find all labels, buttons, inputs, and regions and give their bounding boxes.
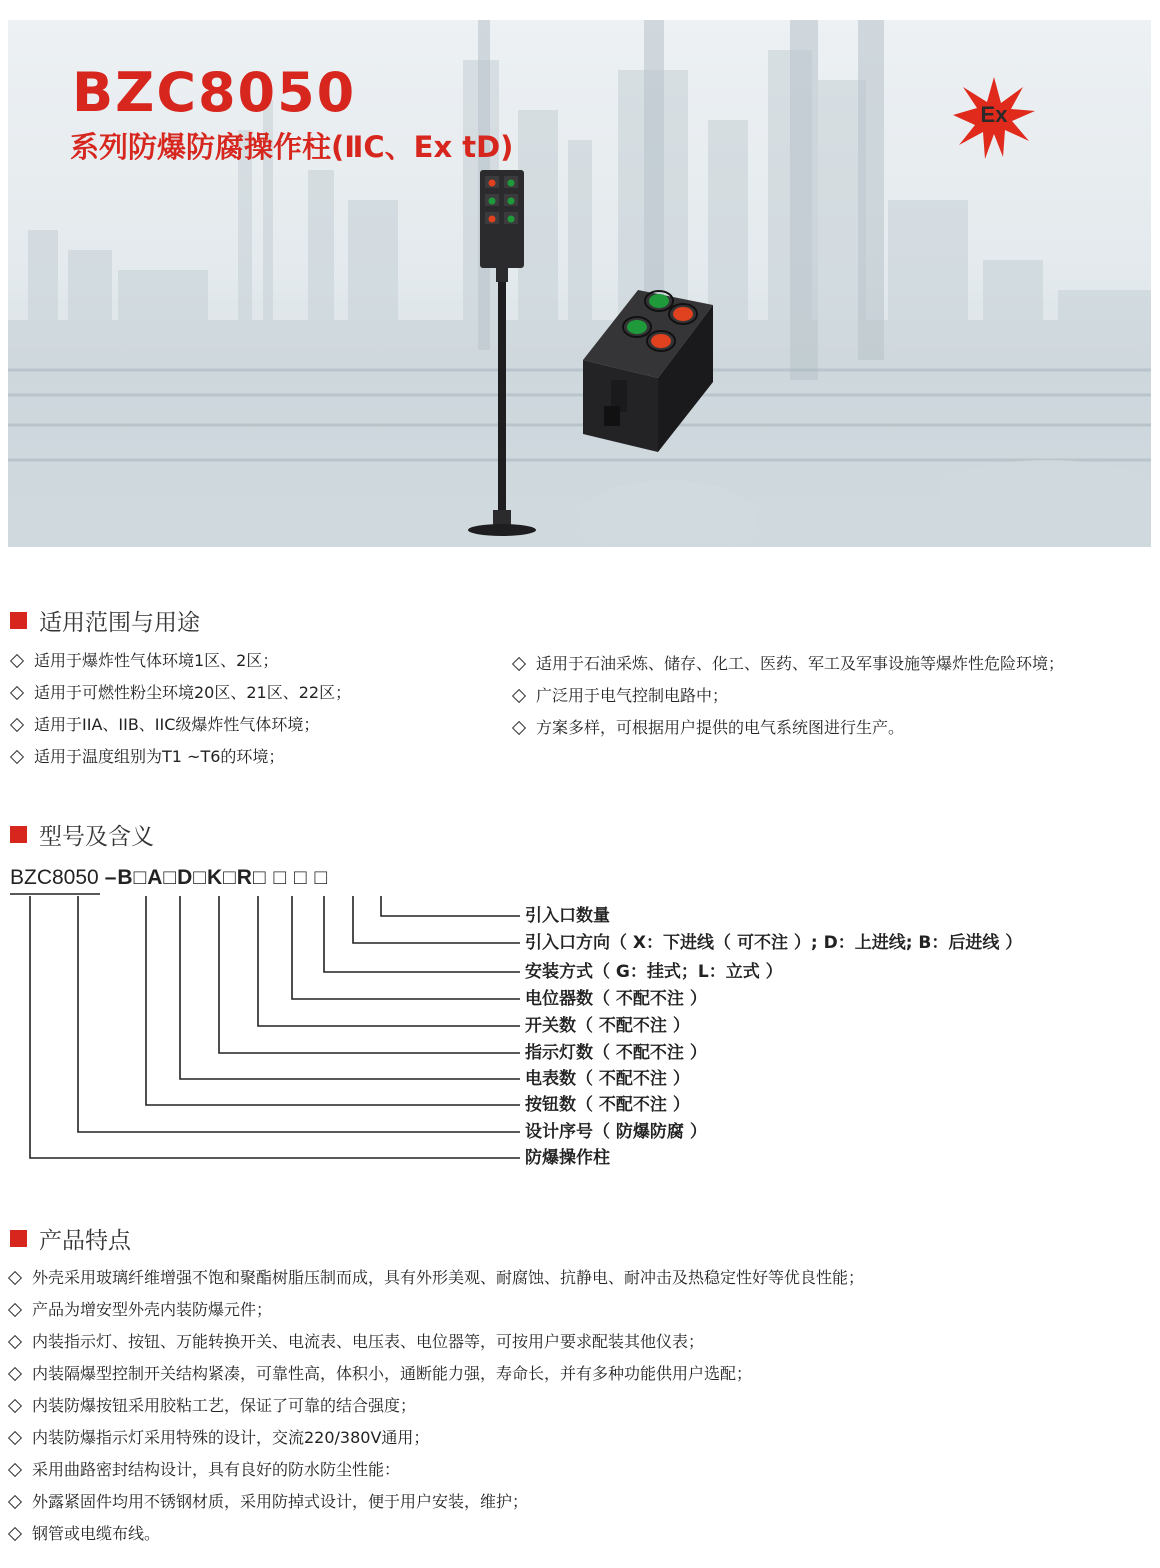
list-item: 适用于爆炸性气体环境1区、2区； (8, 645, 351, 677)
section-scope-header (10, 604, 200, 637)
section-scope-title: 适用范围与用途 (39, 610, 200, 636)
model-label-indicators: 指示灯数（ 不配不注 ） (525, 1043, 707, 1063)
list-item: 方案多样，可根据用户提供的电气系统图进行生产。 (510, 712, 1064, 744)
diamond-bullet-icon (10, 718, 24, 732)
diamond-bullet-icon (512, 689, 526, 703)
list-item: 外露紧固件均用不锈钢材质，采用防掉式设计，便于用户安装，维护； (6, 1486, 864, 1518)
model-code (10, 862, 328, 890)
list-item: 内装防爆按钮采用胶粘工艺，保证了可靠的结合强度； (6, 1390, 864, 1422)
diamond-bullet-icon (10, 750, 24, 764)
ex-certification-badge (951, 75, 1037, 161)
hero-banner (8, 20, 1151, 547)
list-item: 适用于温度组别为T1 ~T6的环境； (8, 741, 351, 773)
model-label-station: 防爆操作柱 (525, 1148, 610, 1168)
list-item: 适用于石油采炼、储存、化工、医药、军工及军事设施等爆炸性危险环境； (510, 648, 1064, 680)
model-label-inlet-direction: 引入口方向（ X：下进线（ 可不注 ）; D：上进线; B：后进线 ） (525, 933, 1023, 953)
model-code-base: BZC8050 (10, 866, 99, 889)
section-features-header (10, 1222, 131, 1255)
model-label-design-no: 设计序号（ 防爆防腐 ） (525, 1122, 707, 1142)
diamond-bullet-icon (8, 1367, 22, 1381)
model-code-suffix: –B□A□D□K□R□ □ □ □ (104, 866, 329, 889)
section-features-title: 产品特点 (39, 1228, 131, 1254)
diamond-bullet-icon (8, 1463, 22, 1477)
section-model-title: 型号及含义 (39, 824, 154, 850)
product-subtitle: 系列防爆防腐操作柱(ⅡC、Ex tD) (70, 130, 514, 164)
section-marker-icon (10, 612, 27, 629)
diamond-bullet-icon (8, 1431, 22, 1445)
list-item: 内装指示灯、按钮、万能转换开关、电流表、电压表、电位器等，可按用户要求配装其他仪表； (6, 1326, 864, 1358)
diamond-bullet-icon (8, 1527, 22, 1541)
model-label-inlet-count: 引入口数量 (525, 906, 610, 926)
diamond-bullet-icon (8, 1271, 22, 1285)
list-item: 钢管或电缆布线。 (6, 1518, 864, 1550)
list-item: 适用于IIA、IIB、IIC级爆炸性气体环境； (8, 709, 351, 741)
list-item: 适用于可燃性粉尘环境20区、21区、22区； (8, 677, 351, 709)
model-label-meters: 电表数（ 不配不注 ） (525, 1069, 690, 1089)
diamond-bullet-icon (8, 1335, 22, 1349)
model-label-buttons: 按钮数（ 不配不注 ） (525, 1095, 690, 1115)
section-model-header (10, 818, 154, 851)
diamond-bullet-icon (10, 654, 24, 668)
diamond-bullet-icon (8, 1399, 22, 1413)
scope-list-left (8, 645, 351, 773)
list-item: 产品为增安型外壳内装防爆元件； (6, 1294, 864, 1326)
product-title: BZC8050 (72, 61, 357, 124)
diamond-bullet-icon (512, 657, 526, 671)
list-item: 广泛用于电气控制电路中； (510, 680, 1064, 712)
model-label-potentiometers: 电位器数（ 不配不注 ） (525, 989, 707, 1009)
model-label-switches: 开关数（ 不配不注 ） (525, 1016, 690, 1036)
diamond-bullet-icon (10, 686, 24, 700)
diamond-bullet-icon (8, 1495, 22, 1509)
ex-badge-label: Ex (980, 102, 1008, 127)
section-marker-icon (10, 1230, 27, 1247)
model-label-mounting: 安装方式（ G：挂式；L：立式 ） (525, 962, 783, 982)
list-item: 内装隔爆型控制开关结构紧凑，可靠性高，体积小，通断能力强，寿命长，并有多种功能供用户选配； (6, 1358, 864, 1390)
section-marker-icon (10, 826, 27, 843)
diamond-bullet-icon (8, 1303, 22, 1317)
list-item: 采用曲路密封结构设计，具有良好的防水防尘性能： (6, 1454, 864, 1486)
list-item: 内装防爆指示灯采用特殊的设计，交流220/380V通用； (6, 1422, 864, 1454)
list-item: 外壳采用玻璃纤维增强不饱和聚酯树脂压制而成，具有外形美观、耐腐蚀、抗静电、耐冲击及热稳定性好等优良性能； (6, 1262, 864, 1294)
scope-list-right (510, 648, 1064, 744)
features-list (6, 1262, 864, 1550)
diamond-bullet-icon (512, 721, 526, 735)
